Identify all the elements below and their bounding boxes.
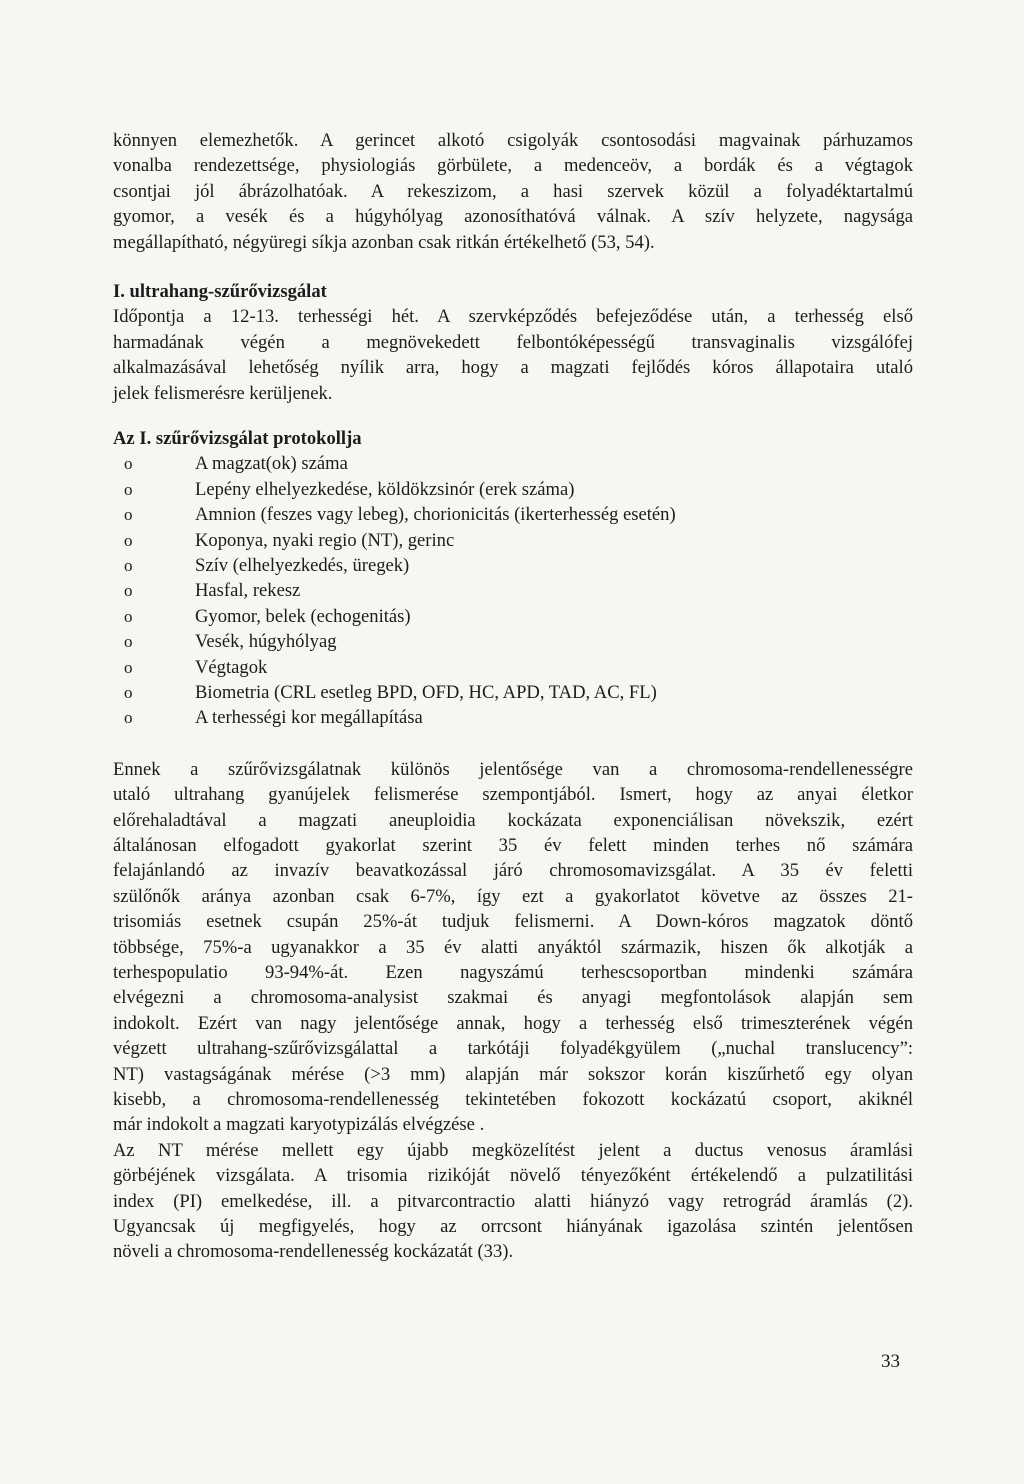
list-item: [124, 528, 913, 553]
list-item: [124, 655, 913, 680]
circle-bullet-icon: o: [124, 530, 133, 550]
section1-line: alkalmazásával lehetőség nyílik arra, hogy a magzati fejlődés kóros állapotaira utaló: [113, 357, 913, 379]
list-item: [124, 502, 913, 527]
document-page: [113, 128, 913, 1265]
body-line: kisebb, a chromosoma-rendellenesség tekintetében fokozott kockázatú csoport, akiknél: [113, 1089, 913, 1111]
list-item: [124, 553, 913, 578]
body-line: általánosan elfogadott gyakorlat szerint 35 év felett minden terhes nő számára: [113, 834, 913, 856]
circle-bullet-icon: o: [124, 556, 133, 576]
circle-bullet-icon: o: [124, 479, 133, 499]
list-item-text: Hasfal, rekesz: [195, 580, 301, 602]
list-item-text: Végtagok: [195, 656, 268, 678]
list-item-text: Amnion (feszes vagy lebeg), chorionicitás (ikerterhesség esetén): [195, 504, 676, 526]
list-item-text: Koponya, nyaki regio (NT), gerinc: [195, 529, 455, 551]
dv-line: Ugyancsak új megfigyelés, hogy az orrcsont hiányának igazolása szintén jelentősen: [113, 1216, 913, 1238]
circle-bullet-icon: o: [124, 632, 133, 652]
page-number: 33: [881, 1351, 900, 1372]
body-line: végzett ultrahang-szűrővizsgálattal a tarkótáji folyadékgyülem („nuchal translucency”:: [113, 1038, 913, 1060]
intro-line: megállapítható, négyüregi síkja azonban csak ritkán értékelhető (53, 54).: [113, 231, 655, 253]
circle-bullet-icon: o: [124, 708, 133, 728]
list-item: [124, 477, 913, 502]
section1-line: jelek felismerésre kerüljenek.: [113, 382, 333, 404]
intro-line: gyomor, a vesék és a húgyhólyag azonosíthatóvá válnak. A szív helyzete, nagysága: [113, 206, 913, 228]
section1-line: Időpontja a 12-13. terhességi hét. A szervképződés befejeződése után, a terhesség első: [113, 306, 913, 328]
list-item: [124, 705, 913, 730]
dv-line: növeli a chromosoma-rendellenesség kockázatát (33).: [113, 1241, 514, 1263]
body-line: terhespopulatio 93-94%-át. Ezen nagyszámú terhescsoportban mindenki számára: [113, 962, 913, 984]
intro-line: vonalba rendezettsége, physiologiás görbülete, a medenceöv, a bordák és a végtagok: [113, 155, 913, 177]
protocol-list: [113, 451, 913, 730]
body-line: többsége, 75%-a ugyanakkor a 35 év alatti anyáktól származik, hiszen ők alkotják a: [113, 936, 913, 958]
list-item-text: A magzat(ok) száma: [195, 453, 348, 475]
circle-bullet-icon: o: [124, 454, 133, 474]
intro-paragraph: [113, 128, 913, 255]
body-line: felajánlandó az invazív beavatkozással járó chromosomavizsgálat. A 35 év feletti: [113, 860, 913, 882]
body-line: már indokolt a magzati karyotypizálás elvégzése .: [113, 1114, 485, 1136]
body-line: szülőnők aránya azonban csak 6-7%, így ezt a gyakorlatot követve az összes 21-: [113, 885, 913, 907]
body-line: Ennek a szűrővizsgálatnak különös jelentősége van a chromosoma-rendellenességre: [113, 758, 913, 780]
body-line: NT) vastagságának mérése (>3 mm) alapján már sokszor korán kiszűrhető egy olyan: [113, 1063, 913, 1085]
section1-line: harmadának végén a megnövekedett felbontóképességű transvaginalis vizsgálófej: [113, 331, 913, 353]
circle-bullet-icon: o: [124, 682, 133, 702]
circle-bullet-icon: o: [124, 657, 133, 677]
list-item: [124, 629, 913, 654]
ductus-venosus-paragraph: [113, 1138, 913, 1265]
body-line: trisomiás esetnek csupán 25%-át tudjuk felismerni. A Down-kóros magzatok döntő: [113, 911, 913, 933]
list-item: [124, 604, 913, 629]
dv-line: görbéjének vizsgálata. A trisomia rizikóját növelő tényezőként értékelendő a pulzatilitási: [113, 1165, 913, 1187]
list-item-text: A terhességi kor megállapítása: [195, 707, 423, 729]
body-paragraph: [113, 757, 913, 1138]
body-line: elvégezni a chromosoma-analysist szakmai és anyagi megfontolások alapján sem: [113, 987, 913, 1009]
body-line: indokolt. Ezért van nagy jelentősége annak, hogy a terhesség első trimeszterének végén: [113, 1012, 913, 1034]
circle-bullet-icon: o: [124, 505, 133, 525]
list-item-text: Lepény elhelyezkedése, köldökzsinór (erek száma): [195, 478, 575, 500]
body-line: utaló ultrahang gyanújelek felismerése szempontjából. Ismert, hogy az anyai életkor: [113, 784, 913, 806]
dv-line: Az NT mérése mellett egy újabb megközelítést jelent a ductus venosus áramlási: [113, 1139, 913, 1161]
list-item-text: Vesék, húgyhólyag: [195, 631, 337, 653]
intro-line: csontjai jól ábrázolhatóak. A rekeszizom, a hasi szervek közül a folyadéktartalmú: [113, 180, 913, 202]
section1-paragraph: [113, 304, 913, 406]
list-item: [124, 680, 913, 705]
section-heading-first-screening: I. ultrahang-szűrővizsgálat: [113, 281, 327, 303]
circle-bullet-icon: o: [124, 581, 133, 601]
intro-line: könnyen elemezhetők. A gerincet alkotó csigolyák csontosodási magvainak párhuzamos: [113, 130, 913, 151]
list-item-text: Szív (elhelyezkedés, üregek): [195, 555, 410, 577]
list-item-text: Gyomor, belek (echogenitás): [195, 605, 411, 627]
list-item: [124, 451, 913, 476]
dv-line: index (PI) emelkedése, ill. a pitvarcontractio alatti hiányzó vagy retrográd áramlás (2).: [113, 1190, 913, 1212]
circle-bullet-icon: o: [124, 606, 133, 626]
section-heading-protocol: Az I. szűrővizsgálat protokollja: [113, 428, 362, 450]
list-item-text: Biometria (CRL esetleg BPD, OFD, HC, APD, TAD, AC, FL): [195, 681, 657, 703]
list-item: [124, 578, 913, 603]
body-line: előrehaladtával a magzati aneuploidia kockázata exponenciálisan növekszik, ezért: [113, 809, 913, 831]
